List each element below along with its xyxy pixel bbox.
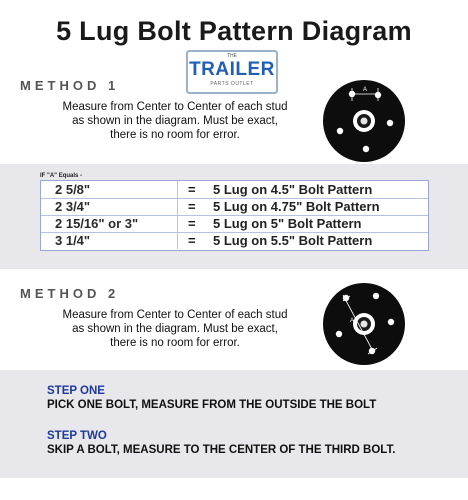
equals-cell: = — [188, 199, 196, 214]
measure-cell: 2 15/16" or 3" — [41, 215, 178, 232]
result-cell: 5 Lug on 4.75" Bolt Pattern — [213, 199, 380, 214]
result-cell: 5 Lug on 5.5" Bolt Pattern — [213, 233, 373, 248]
trailer-logo — [186, 50, 278, 94]
result-cell: 5 Lug on 4.5" Bolt Pattern — [213, 182, 373, 197]
method-2-wheel-diagram — [322, 282, 406, 366]
table-row — [41, 181, 428, 199]
method-1-label: METHOD 1 — [20, 78, 120, 93]
method-2-desc-line: as shown in the diagram. Must be exact, — [72, 323, 278, 335]
method-2-description — [55, 308, 295, 350]
method-1-desc-line: as shown in the diagram. Must be exact, — [72, 115, 278, 127]
method-2-desc-line: Measure from Center to Center of each stud — [62, 309, 288, 321]
step-one-text: PICK ONE BOLT, MEASURE FROM THE OUTSIDE THE BOLT — [47, 399, 377, 411]
equals-cell: = — [188, 182, 196, 197]
stud-hole — [336, 331, 342, 337]
step-two-text: SKIP A BOLT, MEASURE TO THE CENTER OF THE THIRD BOLT. — [47, 444, 396, 456]
logo-sub-text: PARTS OUTLET — [210, 81, 254, 87]
table-row — [41, 215, 428, 233]
measure-marker-a: A — [349, 318, 355, 324]
equals-cell: = — [188, 233, 196, 248]
page-title: 5 Lug Bolt Pattern Diagram — [56, 16, 412, 46]
method-2-desc-line: there is no room for error. — [110, 337, 240, 349]
center-bore-core — [361, 321, 368, 328]
table-row — [41, 198, 428, 216]
stud-hole — [373, 293, 379, 299]
bolt-pattern-table — [40, 180, 429, 251]
measure-marker-a: A — [362, 87, 368, 93]
equals-cell: = — [188, 216, 196, 231]
table-header: IF "A" Equals - — [40, 173, 83, 179]
logo-top-text: THE — [227, 53, 237, 59]
measure-cell: 2 5/8" — [41, 181, 178, 198]
step-one-heading: STEP ONE — [47, 385, 105, 397]
logo-brand: TRAILER — [189, 59, 275, 80]
method-1-wheel-diagram — [322, 79, 406, 163]
method-2-label: METHOD 2 — [20, 286, 120, 301]
center-bore-core — [361, 118, 368, 125]
table-row — [41, 232, 428, 249]
method-1-desc-line: Measure from Center to Center of each stud — [62, 101, 288, 113]
stud-hole — [337, 128, 343, 134]
result-cell: 5 Lug on 5" Bolt Pattern — [213, 216, 362, 231]
stud-hole — [387, 120, 393, 126]
stud-hole — [388, 319, 394, 325]
step-two-heading: STEP TWO — [47, 430, 107, 442]
method-1-description — [55, 100, 295, 142]
stud-hole — [363, 146, 369, 152]
measure-cell: 2 3/4" — [41, 198, 178, 215]
method-1-desc-line: there is no room for error. — [110, 129, 240, 141]
measure-cell: 3 1/4" — [41, 232, 178, 249]
